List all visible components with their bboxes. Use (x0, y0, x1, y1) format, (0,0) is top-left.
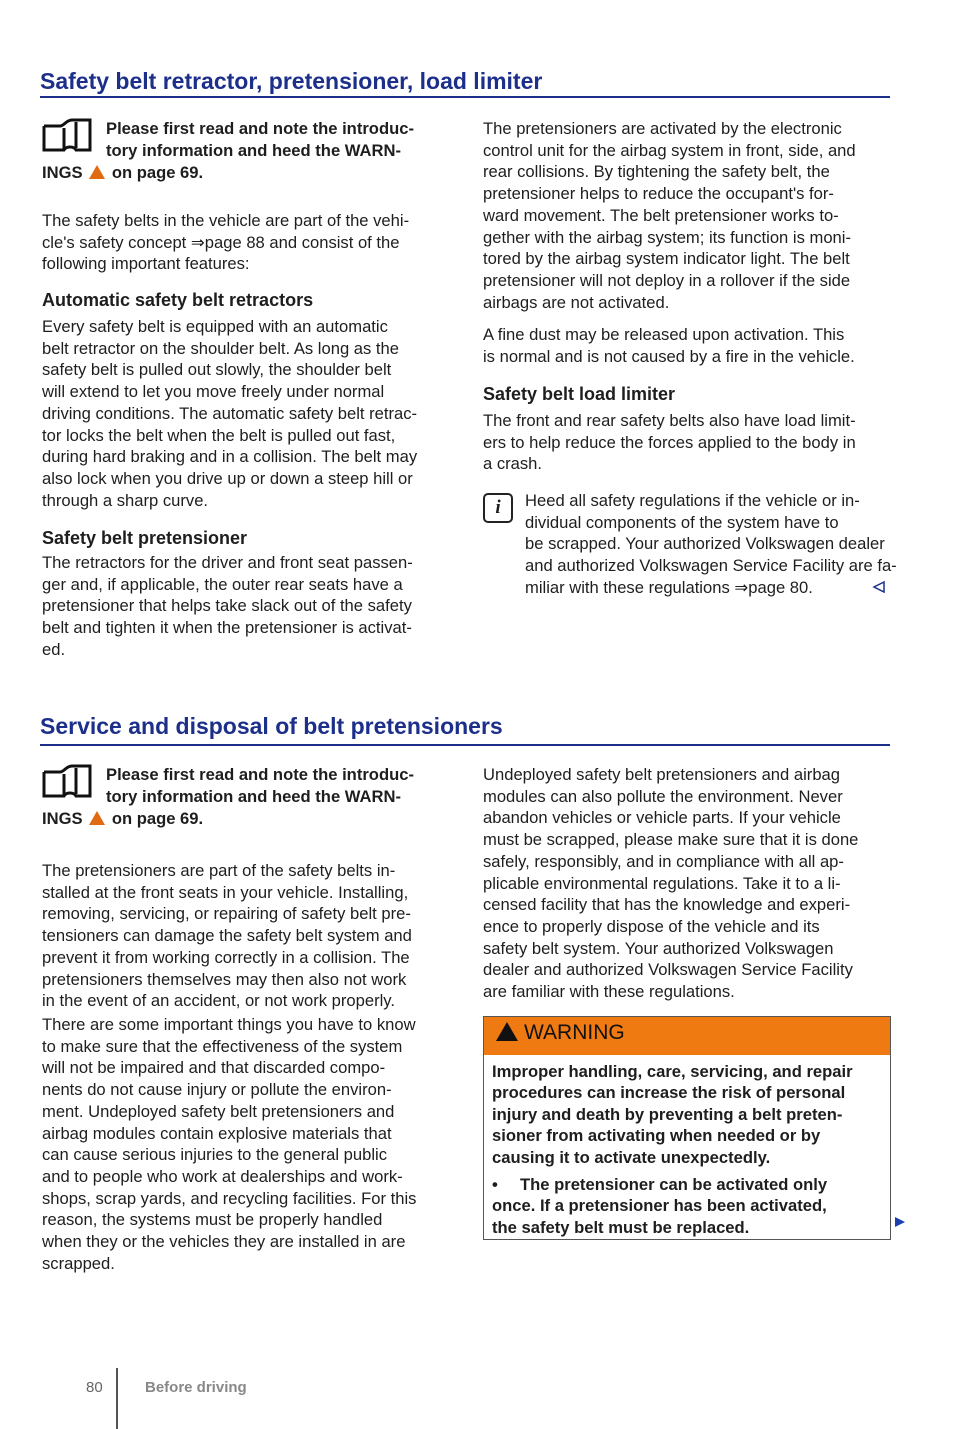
page-number: 80 (86, 1379, 103, 1396)
warning-triangle-icon (89, 165, 105, 179)
footer-divider (116, 1368, 118, 1429)
title-rule-2 (40, 744, 890, 746)
disposal-paragraph: There are some important things you have to know to make sure that the effectiveness of the system will not be impaired and that discarded compo- nents do not cause injury or pollute the environ- ment. Undeployed safety belt pretensioners and airbag modules contain explosive materials that can cause serious injuries to the general public and to people who work at dealerships and work- shops, scrap yards, and recycling facilities. For this reason, the systems must be properly handled when they or the vehicles they are installed in are scrapped. (42, 1015, 417, 1273)
warning-header (484, 1017, 890, 1055)
heading-load-limiter: Safety belt load limiter (483, 384, 676, 404)
note-page-link[interactable]: on page 69. (111, 809, 204, 828)
note-tail-text: INGS (42, 809, 83, 828)
dust-paragraph: A fine dust may be released upon activation. This is normal and is not caused by a fire in the vehicle. (483, 325, 855, 366)
warning-bullet-text: The pretensioner can be activated only once. If a pretensioner has been activated, the safety belt must be replaced. (492, 1175, 828, 1237)
load-limiter-paragraph: The front and rear safety belts also have load limit- ers to help reduce the forces applied to the body in a crash. (483, 411, 856, 474)
bullet-dot: • (492, 1175, 498, 1195)
intro-paragraph: The safety belts in the vehicle are part of the vehi- cle's safety concept ⇒page 88 and consist of the following important features: (42, 211, 410, 274)
pretensioners-paragraph: The pretensioners are part of the safety belts in- stalled at the front seats in your vehicle. Installing, removing, servicing, or repairing of safety belt pre- tensioners can damage the safety belt system and prevent it from working correctly in a collision. The pretensioners themselves may then also not work in the event of an accident, or not work properly. (42, 861, 412, 1011)
section-title: Safety belt retractor, pretensioner, load limiter (40, 68, 543, 94)
heading-pretensioner: Safety belt pretensioner (42, 528, 248, 548)
retractors-paragraph: Every safety belt is equipped with an automatic belt retractor on the shoulder belt. As long as the safety belt is pulled out slowly, the shoulder belt will extend to let you move freely under normal driving conditions. The automatic safety belt retrac- tor locks the belt when the belt is pulled out fast, during hard braking and in a collision. The belt may also lock when you drive up or down a steep hill or through a sharp curve. (42, 317, 418, 510)
warning-label: WARNING (524, 1021, 625, 1044)
pretensioner-paragraph: The retractors for the driver and front seat passen- ger and, if applicable, the outer rear seats have a pretensioner that helps take slack out of the safety belt and tighten it when the pretensioner is activat- ed. (42, 553, 413, 659)
info-text: Heed all safety regulations if the vehicle or in- dividual components of the system have to be scrapped. Your authorized Volkswagen dealer and authorized Volkswagen Service Facility are fa- miliar with these regulations ⇒page 80. (525, 491, 897, 597)
chapter-name: Before driving (145, 1379, 247, 1396)
continue-arrow-icon (893, 1215, 907, 1229)
note-tail-text: INGS (42, 163, 83, 182)
note-page-link[interactable]: on page 69. (111, 163, 204, 182)
warning-triangle-icon (89, 811, 105, 825)
read-note-tail-2 (42, 808, 462, 830)
info-note (483, 490, 903, 599)
environment-paragraph: Undeployed safety belt pretensioners and airbag modules can also pollute the environment. Never abandon vehicles or vehicle parts. If your vehicle must be scrapped, please make sure that it is done safely, responsibly, and in compliance with all ap- plicable environmental regulations. Take it to a li- censed facility that has the knowledge and experi- ence to properly dispose of the vehicle and its safety belt system. Your authorized Volkswagen dealer and authorized Volkswagen Service Facility are familiar with these regulations. (483, 765, 859, 1002)
read-note-2: Please first read and note the introduc- tory information and heed the WARN- (106, 765, 414, 806)
section-title-2: Service and disposal of belt pretensioners (40, 713, 503, 739)
heading-retractors: Automatic safety belt retractors (42, 290, 314, 310)
activation-paragraph: The pretensioners are activated by the electronic control unit for the airbag system in front, side, and rear collisions. By tightening the safety belt, the pretensioner helps to reduce the occupant's for- ward movement. The belt pretensioner works to- gether with the airbag system; its function is moni- tored by the airbag system indicator light. The belt pretensioner will not deploy in a rollover if the side airbags are not activated. (483, 119, 856, 312)
title-rule (40, 96, 890, 98)
warning-bullet (484, 1174, 890, 1238)
warning-text: Improper handling, care, servicing, and repair procedures can increase the risk of personal injury and death by preventing a belt preten- sioner from activating when needed or by causing it to activate unexpectedly. (492, 1062, 853, 1167)
warning-icon (496, 1022, 518, 1041)
warning-box (483, 1016, 891, 1240)
book-icon (42, 118, 96, 154)
read-note: Please first read and note the introduc- tory information and heed the WARN- (106, 119, 414, 160)
info-icon: i (483, 493, 513, 523)
book-icon (42, 764, 96, 800)
end-of-section-icon (872, 580, 886, 594)
read-note-tail (42, 162, 462, 184)
